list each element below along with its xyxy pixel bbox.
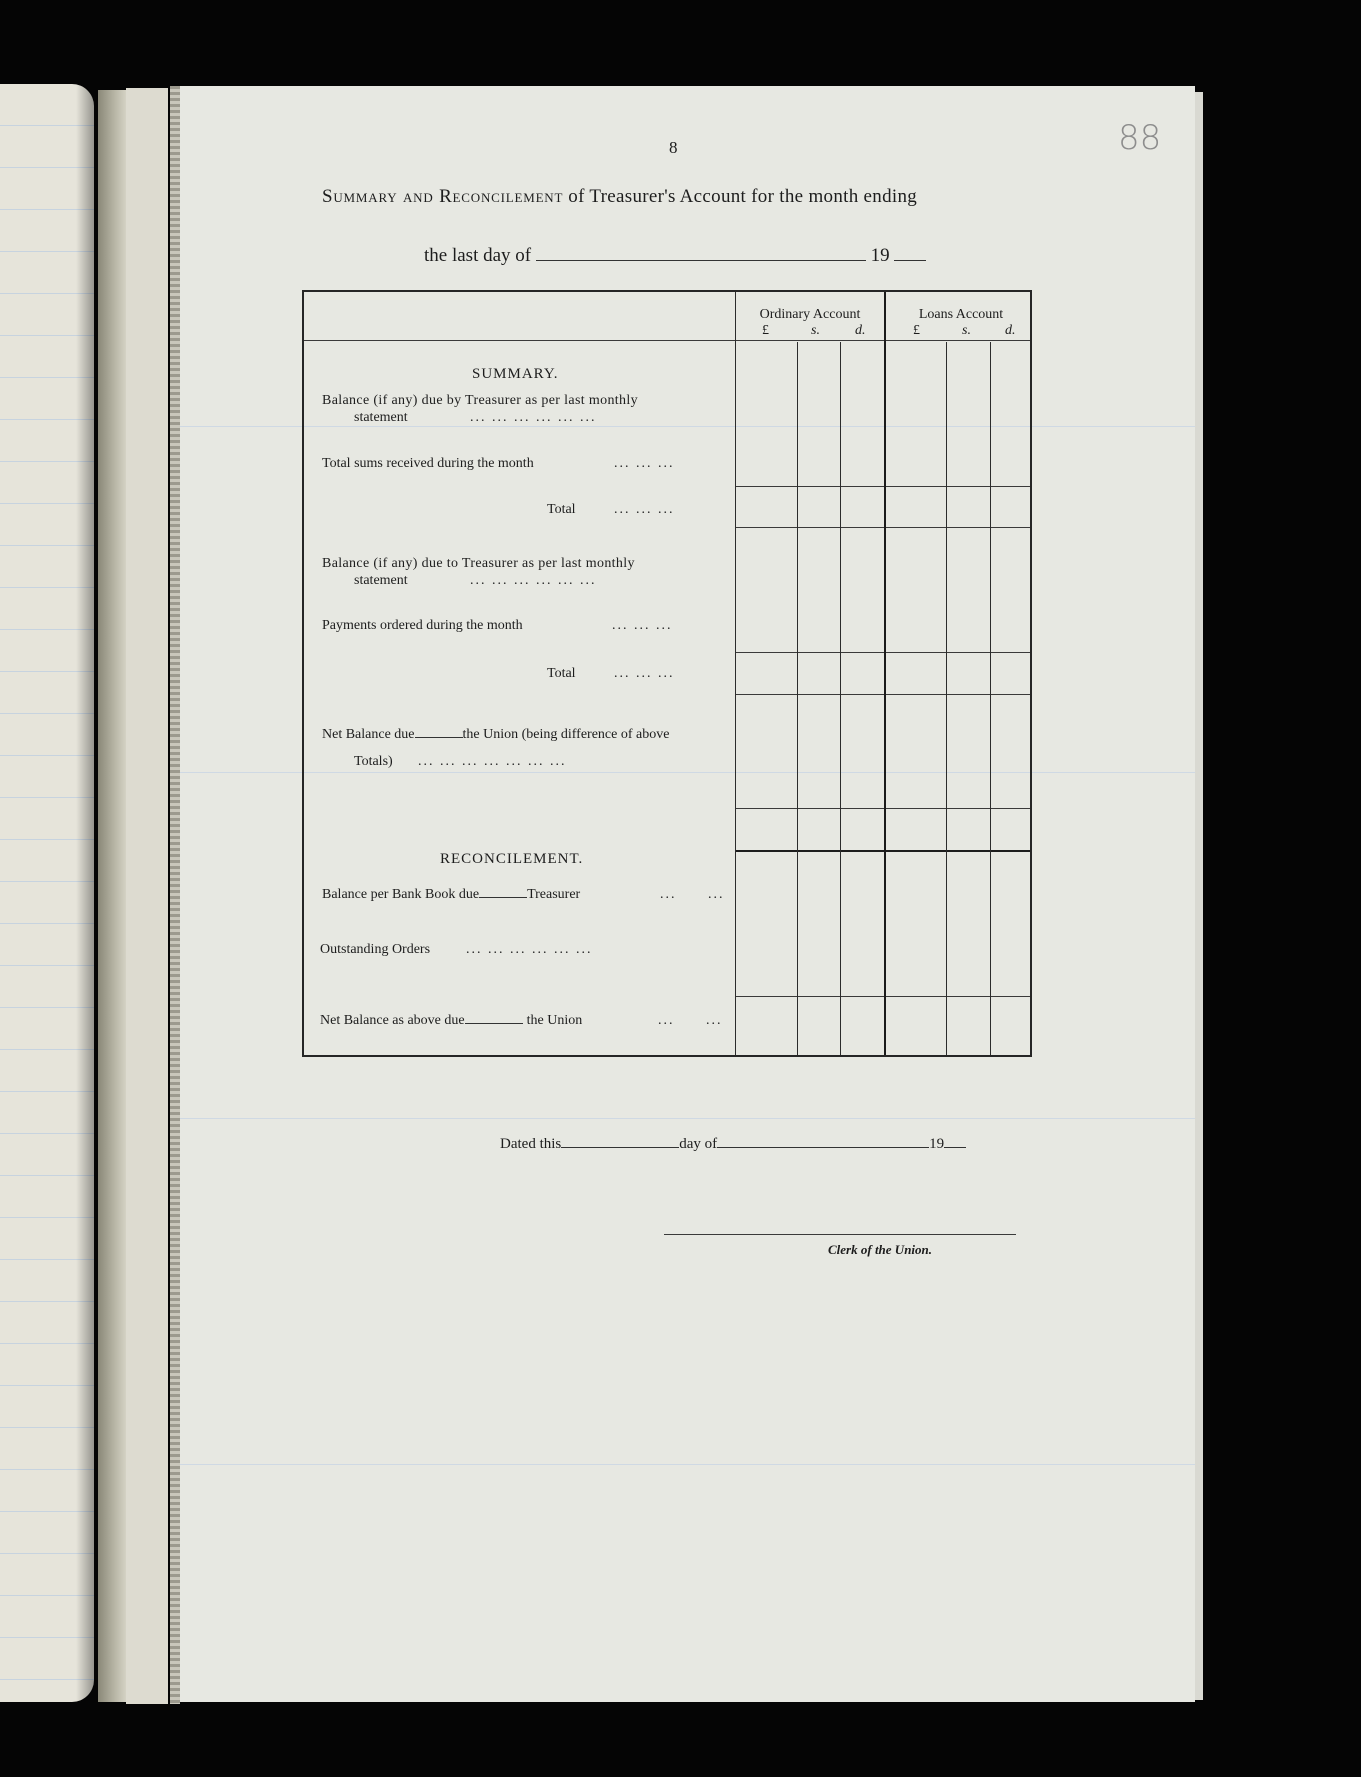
leader-dots: ... ... ... <box>614 502 675 517</box>
summary-title: SUMMARY. <box>472 366 559 382</box>
leader-dots: ... <box>660 887 677 902</box>
outstanding-orders-label: Outstanding Orders <box>320 942 431 957</box>
sums-received-label: Total sums received during the month <box>322 456 534 471</box>
bank-book-line <box>322 887 580 903</box>
ordinary-shilling-header: s. <box>811 323 820 338</box>
leader-dots: ... <box>708 887 725 902</box>
book-gutter <box>98 90 126 1702</box>
binding-stitch <box>170 86 180 1704</box>
dated-year-blank[interactable] <box>944 1146 966 1148</box>
balance-by-treasurer-line1: Balance (if any) due by Treasurer as per last monthly <box>322 393 638 408</box>
heading-title: Summary and Reconcilement <box>322 186 564 207</box>
net-above-suffix: the Union <box>526 1013 583 1028</box>
dated-label: Dated this <box>500 1136 562 1152</box>
total2-label: Total <box>547 666 576 681</box>
bank-book-suffix: Treasurer <box>527 887 581 902</box>
dated-day-blank[interactable] <box>561 1146 679 1148</box>
leader-dots: ... ... ... <box>612 618 673 633</box>
dated-line <box>500 1136 966 1153</box>
net-balance-above-line <box>320 1013 582 1029</box>
dated-month-blank[interactable] <box>717 1146 929 1148</box>
year-blank[interactable] <box>894 259 926 261</box>
net-balance-blank[interactable] <box>415 736 463 738</box>
leader-dots: ... <box>706 1013 723 1028</box>
balance-by-treasurer-line2: statement <box>354 410 408 425</box>
ordinary-pence-header: d. <box>855 323 866 338</box>
page-number: 8 <box>669 138 678 157</box>
leader-dots: ... ... ... <box>614 456 675 471</box>
page-edge <box>1195 92 1203 1700</box>
received-sum-rule <box>736 486 1030 487</box>
leader-dots: ... ... ... ... ... ... <box>466 942 593 957</box>
loans-shilling-header: s. <box>962 323 971 338</box>
total2-rule <box>736 694 1030 695</box>
net-balance-prefix: Net Balance due <box>322 727 415 742</box>
net-balance-totals: Totals) <box>354 754 393 769</box>
heading-rest: of Treasurer's Account for the month ending <box>563 186 918 207</box>
leader-dots: ... <box>658 1013 675 1028</box>
bank-book-blank[interactable] <box>479 896 527 898</box>
binding-flap <box>126 88 168 1704</box>
signature-line[interactable] <box>664 1234 1016 1235</box>
leader-dots: ... ... ... <box>614 666 675 681</box>
leader-dots: ... ... ... ... ... ... ... <box>418 754 567 769</box>
reconcilement-title: RECONCILEMENT. <box>440 851 584 867</box>
dated-year-label: 19 <box>929 1136 945 1152</box>
balance-to-treasurer-line1: Balance (if any) due to Treasurer as per last monthly <box>322 556 635 571</box>
total1-label: Total <box>547 502 576 517</box>
account-divider-rule <box>884 292 886 1055</box>
total1-rule <box>736 527 1030 528</box>
loans-pound-rule <box>946 342 947 1055</box>
leader-dots: ... ... ... ... ... ... <box>470 410 597 425</box>
payments-ordered-label: Payments ordered during the month <box>322 618 523 633</box>
header-rule <box>304 340 1030 341</box>
loans-shilling-rule <box>990 342 991 1055</box>
net-above-prefix: Net Balance as above due <box>320 1013 465 1028</box>
balance-to-treasurer-line2: statement <box>354 573 408 588</box>
month-line <box>424 245 926 267</box>
bank-book-prefix: Balance per Bank Book due <box>322 887 480 902</box>
net-sum-rule <box>736 808 1030 809</box>
folio-number: 88 <box>1118 118 1162 158</box>
summary-end-rule <box>736 850 1030 852</box>
loans-pound-header: £ <box>913 323 920 338</box>
loans-account-header: Loans Account <box>918 307 1004 322</box>
ordinary-shilling-rule <box>840 342 841 1055</box>
net-balance-suffix: the Union (being difference of above <box>462 727 670 742</box>
net-above-blank[interactable] <box>465 1022 523 1024</box>
month-blank[interactable] <box>536 259 866 261</box>
form-heading <box>322 186 1022 208</box>
outstanding-sum-rule <box>736 996 1030 997</box>
ordinary-account-header: Ordinary Account <box>759 307 861 322</box>
leader-dots: ... ... ... ... ... ... <box>470 573 597 588</box>
ordinary-pound-header: £ <box>762 323 769 338</box>
payments-sum-rule <box>736 652 1030 653</box>
left-facing-page <box>0 84 94 1702</box>
clerk-caption: Clerk of the Union. <box>828 1242 933 1257</box>
ordinary-pound-rule <box>797 342 798 1055</box>
month-year-label: 19 <box>870 245 890 266</box>
loans-pence-header: d. <box>1005 323 1016 338</box>
month-line-label: the last day of <box>424 245 532 266</box>
day-of-label: day of <box>679 1136 718 1152</box>
net-balance-line1 <box>322 727 669 743</box>
description-column-rule <box>735 292 736 1055</box>
